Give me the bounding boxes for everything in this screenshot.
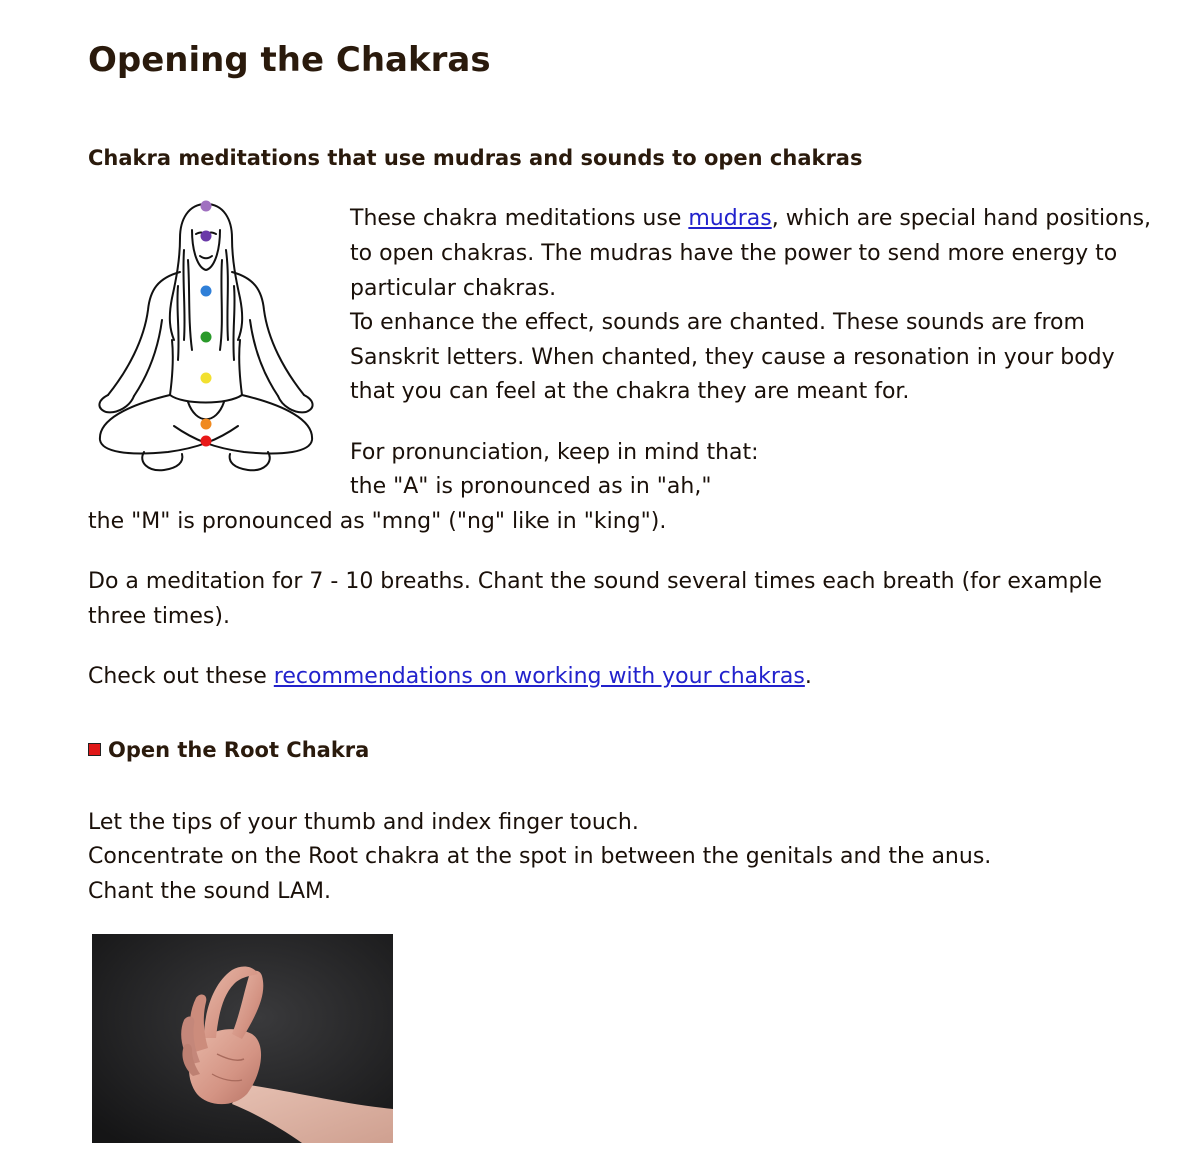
intro-text: , which are special hand positions,: [771, 206, 1152, 231]
root-line-1: Let the tips of your thumb and index finger touch.: [88, 810, 639, 835]
root-line-3: Chant the sound LAM.: [88, 879, 331, 904]
pronunciation-line-1: For pronunciation, keep in mind that:: [350, 440, 759, 465]
section-subtitle: Chakra meditations that use mudras and sounds to open chakras: [88, 146, 863, 170]
recommendations-link[interactable]: recommendations on working with your chakras: [273, 664, 805, 689]
meditating-figure-icon: [88, 190, 338, 490]
meditation-line-2: three times).: [88, 604, 230, 629]
intro-line-5: Sanskrit letters. When chanted, they cause a resonation in your body: [350, 345, 1115, 370]
hand-mudra-photo: [92, 934, 393, 1143]
red-square-icon: [88, 743, 101, 756]
recommendation-line: [88, 660, 812, 695]
intro-line-3: particular chakras.: [350, 276, 557, 301]
recommend-text: Check out these: [88, 664, 274, 689]
mudras-link[interactable]: mudras: [688, 206, 772, 231]
meditation-line-1: Do a meditation for 7 - 10 breaths. Chant the sound several times each breath (for example: [88, 569, 1103, 594]
pronunciation-line-3: the "M" is pronounced as "mng" ("ng" like in "king").: [88, 509, 667, 534]
intro-line-1: [350, 202, 1151, 237]
pronunciation-line-2: the "A" is pronounced as in "ah,": [350, 474, 712, 499]
intro-line-2: to open chakras. The mudras have the power to send more energy to: [350, 241, 1118, 266]
recommend-text: .: [804, 664, 812, 689]
hand-mudra-icon: [92, 934, 393, 1143]
root-chakra-heading: [88, 738, 369, 762]
intro-text: These chakra meditations use: [350, 206, 689, 231]
root-line-2: Concentrate on the Root chakra at the spot in between the genitals and the anus.: [88, 844, 992, 869]
meditating-figure-illustration: [88, 190, 338, 490]
intro-line-6: that you can feel at the chakra they are meant for.: [350, 379, 910, 404]
root-heading-text: Open the Root Chakra: [108, 738, 370, 762]
page-title: Opening the Chakras: [88, 40, 491, 80]
intro-line-4: To enhance the effect, sounds are chanted. These sounds are from: [350, 310, 1085, 335]
